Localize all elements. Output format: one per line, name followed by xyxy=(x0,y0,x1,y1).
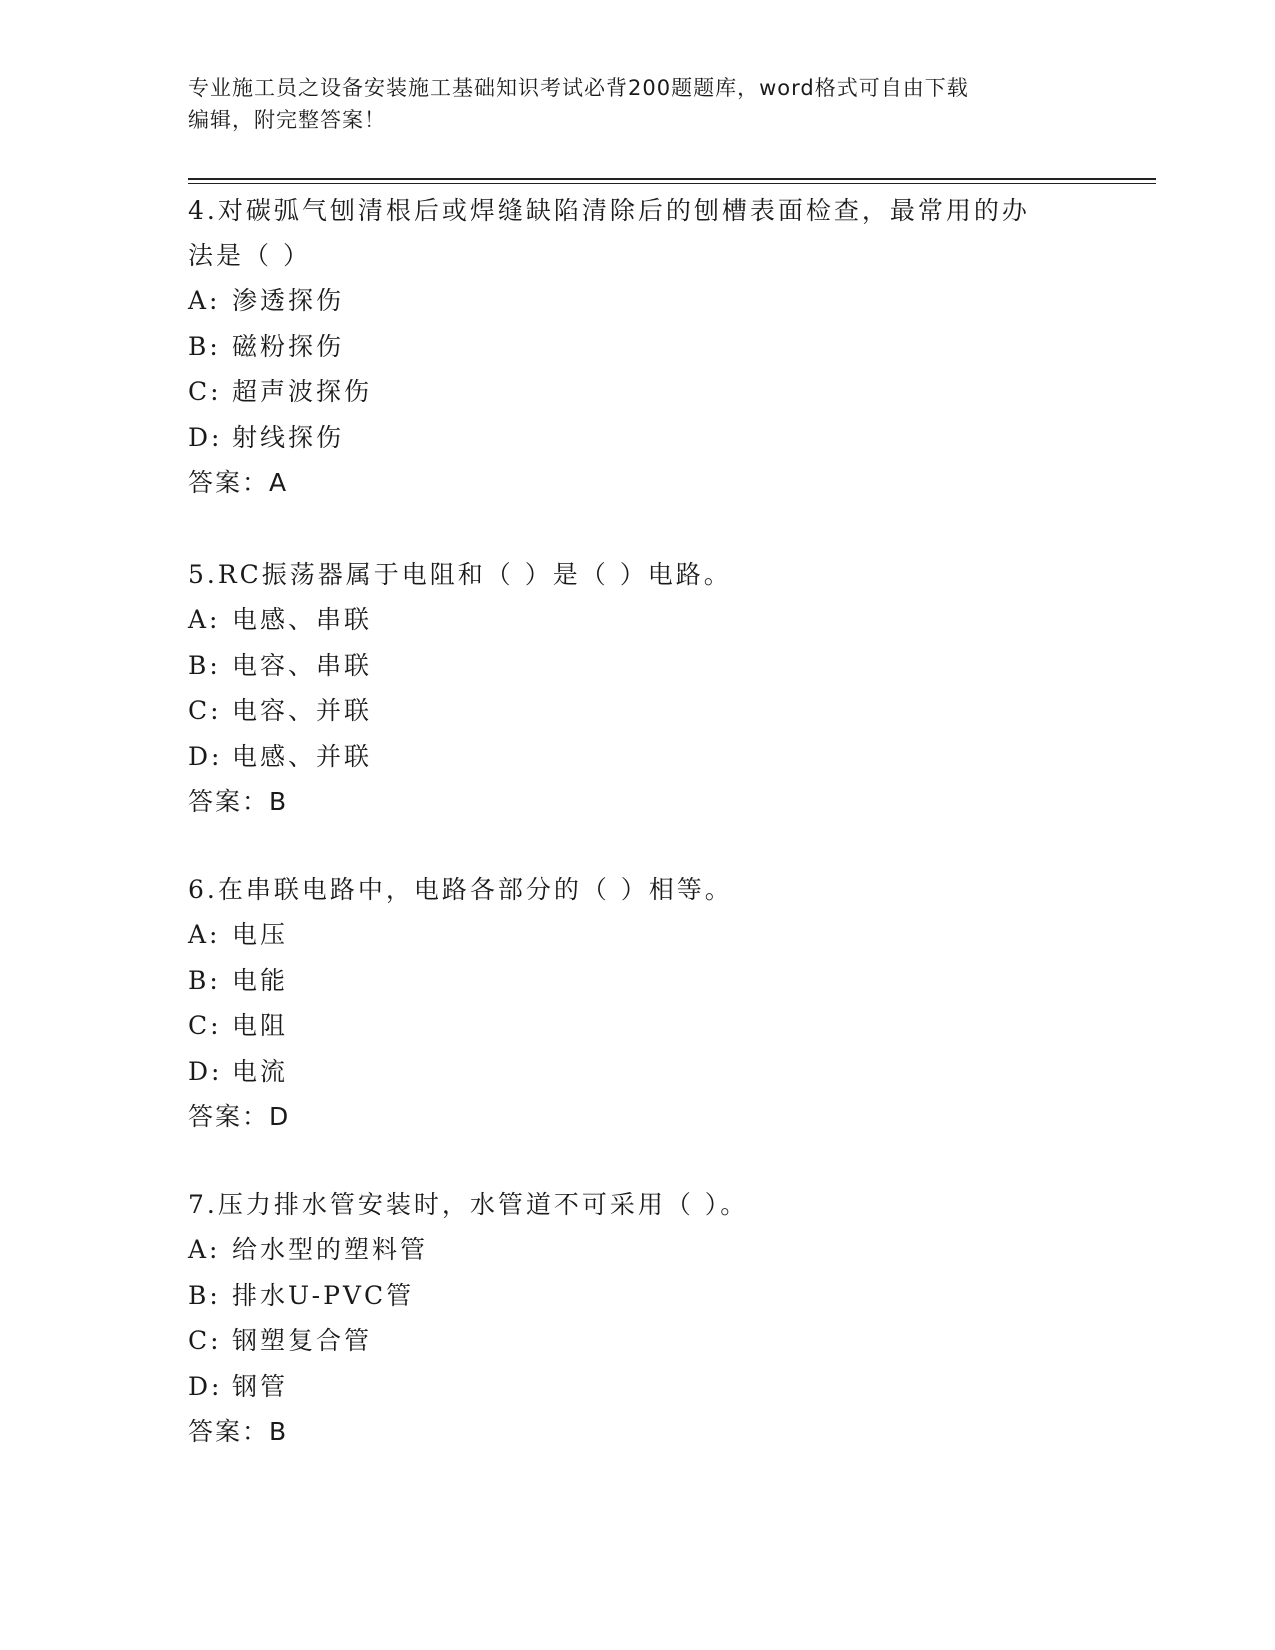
option-letter: C: xyxy=(188,1011,222,1040)
answer: 答案：D xyxy=(188,1102,291,1131)
option-letter: C: xyxy=(188,696,222,725)
header-divider-thin xyxy=(188,183,1156,184)
option-text: 射线探伤 xyxy=(232,422,345,452)
option-letter: C: xyxy=(188,377,222,406)
answer: 答案：A xyxy=(188,468,289,497)
option-letter: B: xyxy=(188,965,221,995)
option-letter: D: xyxy=(188,422,223,452)
option-letter: A: xyxy=(188,1235,221,1264)
option-text: 电能 xyxy=(232,965,289,995)
answer: 答案：B xyxy=(188,787,289,816)
option-a xyxy=(188,278,1088,324)
option-text: 钢塑复合管 xyxy=(232,1326,373,1355)
option-text: 电压 xyxy=(232,920,289,949)
option-d xyxy=(188,1364,1088,1410)
option-c xyxy=(188,369,1088,415)
option-c xyxy=(188,1003,1088,1049)
option-text: 磁粉探伤 xyxy=(232,331,345,361)
option-letter: A: xyxy=(188,605,221,634)
option-letter: D: xyxy=(188,741,223,771)
header-divider-thick xyxy=(188,178,1156,180)
option-text: 排水U-PVC管 xyxy=(232,1280,415,1310)
option-d xyxy=(188,1049,1088,1095)
answer: 答案：B xyxy=(188,1417,289,1446)
option-letter: B: xyxy=(188,331,221,361)
option-b xyxy=(188,958,1088,1004)
question-5 xyxy=(188,552,1088,825)
option-text: 电感、并联 xyxy=(232,741,373,771)
option-text: 给水型的塑料管 xyxy=(232,1235,429,1264)
option-b xyxy=(188,1273,1088,1319)
option-text: 电阻 xyxy=(232,1011,289,1040)
question-6 xyxy=(188,867,1088,1140)
option-letter: D: xyxy=(188,1371,223,1401)
header-line-1: 专业施工员之设备安装施工基础知识考试必背200题题库，word格式可自由下载 xyxy=(188,76,969,100)
question-title-line-1: 6.在串联电路中，电路各部分的（ ）相等。 xyxy=(188,875,733,904)
option-letter: B: xyxy=(188,1280,221,1310)
option-a xyxy=(188,912,1088,958)
option-text: 钢管 xyxy=(232,1371,289,1401)
header-line-2: 编辑，附完整答案！ xyxy=(188,108,386,132)
option-d xyxy=(188,415,1088,461)
option-a xyxy=(188,1227,1088,1273)
option-c xyxy=(188,688,1088,734)
option-text: 电感、串联 xyxy=(232,605,373,634)
option-d xyxy=(188,734,1088,780)
option-letter: A: xyxy=(188,920,221,949)
option-text: 电流 xyxy=(232,1056,289,1086)
question-title-line-1: 7.压力排水管安装时，水管道不可采用（ ）。 xyxy=(188,1190,749,1219)
option-a xyxy=(188,597,1088,643)
question-title-line-1: 4.对碳弧气刨清根后或焊缝缺陷清除后的刨槽表面检查，最常用的办 xyxy=(188,196,1030,225)
document-header xyxy=(188,72,1088,136)
option-letter: C: xyxy=(188,1326,222,1355)
option-text: 渗透探伤 xyxy=(232,286,345,315)
question-4 xyxy=(188,188,1088,506)
option-text: 电容、串联 xyxy=(232,650,373,680)
question-7 xyxy=(188,1182,1088,1455)
option-letter: A: xyxy=(188,286,221,315)
option-text: 超声波探伤 xyxy=(232,377,373,406)
option-letter: B: xyxy=(188,650,221,680)
option-letter: D: xyxy=(188,1056,223,1086)
option-text: 电容、并联 xyxy=(232,696,373,725)
option-c xyxy=(188,1318,1088,1364)
option-b xyxy=(188,643,1088,689)
question-title-line-1: 5.RC振荡器属于电阻和（ ）是（ ）电路。 xyxy=(188,560,732,589)
option-b xyxy=(188,324,1088,370)
question-title-line-2: 法是（ ） xyxy=(188,241,311,270)
